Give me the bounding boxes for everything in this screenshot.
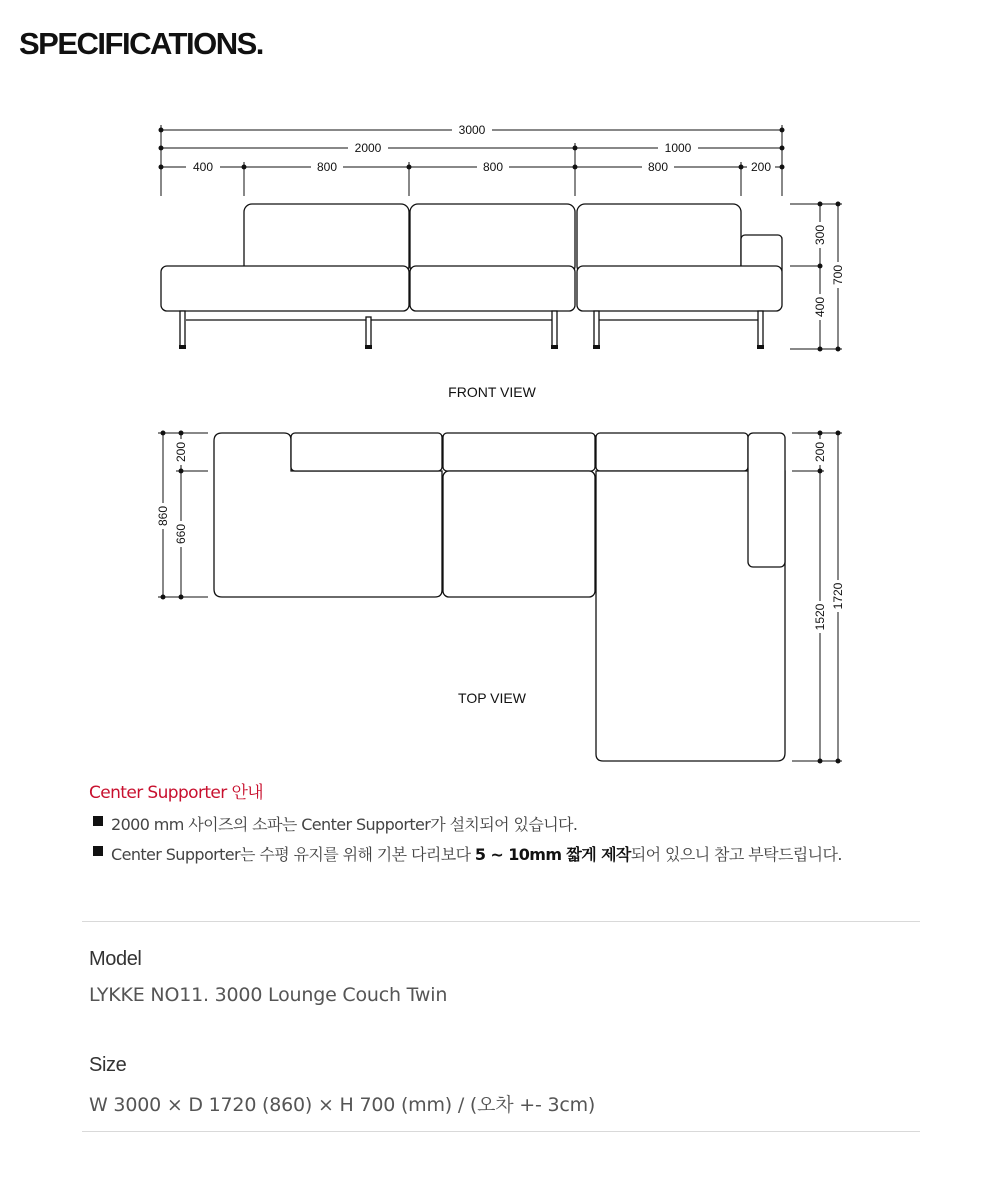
dim-arm-left: 400 bbox=[192, 160, 214, 174]
front-view-frame bbox=[180, 311, 763, 348]
seat-cushion-1 bbox=[161, 266, 409, 311]
front-view-caption: FRONT VIEW bbox=[448, 384, 536, 400]
size-label: Size bbox=[89, 1054, 127, 1076]
divider-bottom bbox=[82, 1131, 920, 1132]
top-back-1 bbox=[291, 433, 442, 471]
dim-seat-2: 800 bbox=[482, 160, 504, 174]
back-cushion-2 bbox=[410, 204, 575, 274]
notice-item-1 bbox=[93, 812, 842, 835]
notice-item-2-post: 되어 있으니 참고 부탁드립니다. bbox=[630, 845, 842, 864]
dim-total-height: 700 bbox=[831, 264, 845, 286]
back-cushion-1 bbox=[244, 204, 409, 274]
dim-top-chaise-depth: 1520 bbox=[813, 603, 827, 631]
size-value: W 3000 × D 1720 (860) × H 700 (mm) / (오차 +- 3cm) bbox=[89, 1094, 596, 1116]
dim-segment-2000: 2000 bbox=[354, 141, 382, 155]
dim-segment-1000: 1000 bbox=[664, 141, 692, 155]
dim-seat-1: 800 bbox=[316, 160, 338, 174]
page-title: SPECIFICATIONS. bbox=[19, 26, 263, 61]
top-back-2 bbox=[443, 433, 595, 471]
top-view-caption: TOP VIEW bbox=[458, 690, 526, 706]
notice-item-2-emphasis: 5 ~ 10mm 짧게 제작 bbox=[474, 845, 631, 864]
model-label: Model bbox=[89, 948, 142, 970]
back-cushion-3 bbox=[577, 204, 741, 274]
model-value: LYKKE NO11. 3000 Lounge Couch Twin bbox=[89, 984, 448, 1006]
dim-back-height: 300 bbox=[813, 224, 827, 246]
square-bullet-icon bbox=[93, 816, 103, 826]
notice-item-2 bbox=[93, 842, 842, 865]
notice-item-2-text bbox=[111, 842, 842, 865]
dim-top-total-depth: 860 bbox=[156, 505, 170, 527]
center-supporter-notice bbox=[89, 778, 842, 872]
dim-seat-3: 800 bbox=[647, 160, 669, 174]
notice-title: Center Supporter 안내 bbox=[89, 783, 264, 803]
top-view-sofa bbox=[214, 433, 785, 761]
dim-top-back-depth-right: 200 bbox=[813, 441, 827, 463]
notice-item-2-pre: Center Supporter는 수평 유지를 위해 기본 다리보다 bbox=[111, 845, 475, 864]
dim-top-seat-depth: 660 bbox=[174, 523, 188, 545]
dim-arm-right: 200 bbox=[750, 160, 772, 174]
notice-item-1-text: 2000 mm 사이즈의 소파는 Center Supporter가 설치되어 있습니다. bbox=[111, 815, 578, 834]
dim-top-total-depth-chaise: 1720 bbox=[831, 582, 845, 610]
top-arm-right bbox=[748, 433, 785, 567]
divider-top bbox=[82, 921, 920, 922]
top-back-3 bbox=[596, 433, 748, 471]
seat-cushion-3 bbox=[577, 266, 782, 311]
front-view-sofa bbox=[161, 204, 782, 311]
top-seat-2 bbox=[443, 471, 595, 597]
dim-top-back-depth-left: 200 bbox=[174, 441, 188, 463]
dim-overall-width: 3000 bbox=[458, 123, 486, 137]
dim-seat-height: 400 bbox=[813, 296, 827, 318]
square-bullet-icon bbox=[93, 846, 103, 856]
seat-cushion-2 bbox=[410, 266, 575, 311]
